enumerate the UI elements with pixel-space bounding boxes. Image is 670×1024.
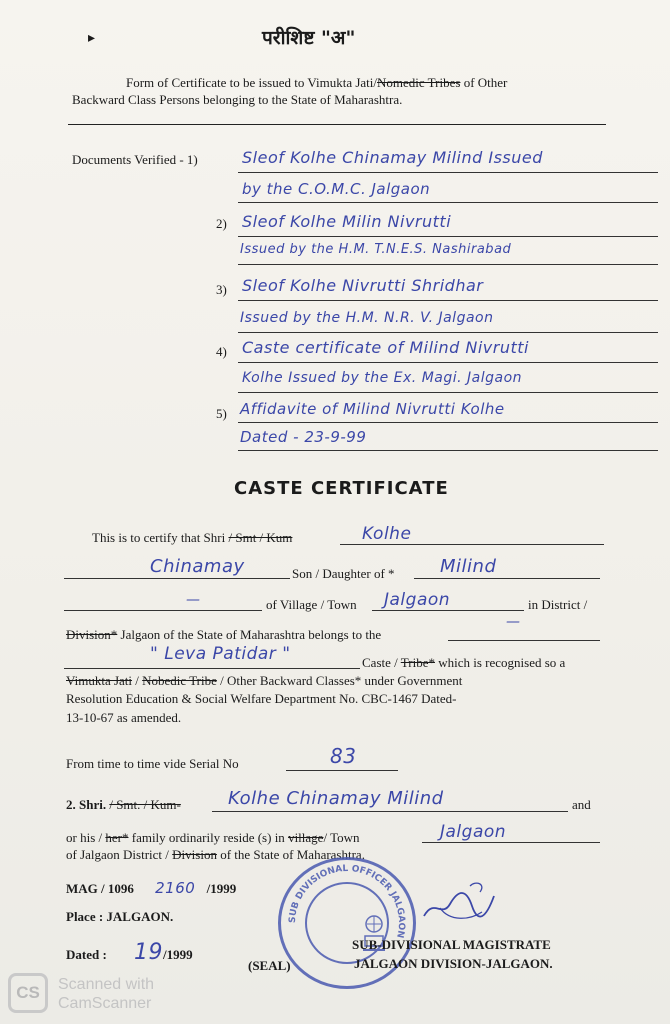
district-label: in District / <box>528 597 588 612</box>
caste-handwritten: " Leva Patidar " <box>150 644 291 664</box>
doc-3-rule2 <box>238 332 658 333</box>
dated-line: Dated : 19/1999 <box>66 940 193 965</box>
serial-label: From time to time vide Serial No <box>66 756 239 771</box>
vj-line: Vimukta Jati / Nobedic Tribe / Other Backward Classes* under Government <box>66 673 463 688</box>
doc-1-rule1 <box>238 172 658 173</box>
item2-and: and <box>572 797 591 812</box>
serial-rule <box>286 770 398 771</box>
village-label: of Village / Town <box>266 597 357 612</box>
first-name-rule <box>64 578 290 579</box>
doc-3-num: 3) <box>216 282 227 297</box>
name-handwritten: Kolhe <box>362 524 412 544</box>
dash-handwritten: — <box>186 592 201 608</box>
sdm-line1: SUB-DIVISIONAL MAGISTRATE <box>352 937 551 952</box>
name-rule <box>340 544 604 545</box>
doc-2-num: 2) <box>216 216 227 231</box>
item2-town-handwritten: Jalgaon <box>440 822 507 842</box>
doc-3-rule1 <box>238 300 658 301</box>
item2-town-rule <box>422 842 600 843</box>
serial-handwritten: 83 <box>330 744 357 768</box>
camscanner-watermark: Scanned with CamScanner <box>58 976 155 1012</box>
doc-3-line1: Sleof Kolhe Nivrutti Shridhar <box>242 276 484 295</box>
doc-2-line1: Sleof Kolhe Milin Nivrutti <box>242 212 452 231</box>
doc-4-rule1 <box>238 362 658 363</box>
item2-line1: 2. Shri. / Smt. / Kum- <box>66 797 181 812</box>
doc-5-line1: Affidavite of Milind Nivrutti Kolhe <box>240 400 505 418</box>
sdm-line2: JALGAON DIVISION-JALGAON. <box>354 956 553 971</box>
doc-3-line2: Issued by the H.M. N.R. V. Jalgaon <box>240 310 494 326</box>
doc-4-num: 4) <box>216 344 227 359</box>
form-intro-line2: Backward Class Persons belonging to the State of Maharashtra. <box>72 92 403 107</box>
doc-5-line2: Dated - 23-9-99 <box>240 428 367 446</box>
dash2-handwritten: — <box>506 614 521 630</box>
corner-mark: ▸ <box>88 31 96 46</box>
division-line: Division* Jalgaon of the State of Maharashtra belongs to the <box>66 627 382 642</box>
doc-4-line2: Kolhe Issued by the Ex. Magi. Jalgaon <box>242 370 523 386</box>
doc-4-rule2 <box>238 392 658 393</box>
doc-5-rule2 <box>238 450 658 451</box>
caste-certificate-title: CASTE CERTIFICATE <box>234 478 449 499</box>
certify-line1: This is to certify that Shri / Smt / Kum <box>92 530 293 545</box>
item2-name-rule <box>212 811 568 812</box>
doc-2-line2: Issued by the H.M. T.N.E.S. Nashirabad <box>240 242 512 257</box>
father-handwritten: Milind <box>440 556 497 577</box>
dash-rule <box>64 610 262 611</box>
item2-line2: or his / her* family ordinarily reside (s) in village/ Town <box>66 830 360 845</box>
village-rule <box>372 610 524 611</box>
documents-label: Documents Verified - 1) <box>72 152 198 167</box>
resolution-line: Resolution Education & Social Welfare Department No. CBC-1467 Dated- <box>66 691 457 706</box>
camscanner-logo-icon: CS <box>8 973 48 1013</box>
form-intro-line1: Form of Certificate to be issued to Vimukta Jati/Nomedic Tribes of Other <box>126 75 508 90</box>
doc-2-rule1 <box>238 236 658 237</box>
signature-icon <box>420 878 500 928</box>
amended-line: 13-10-67 as amended. <box>66 710 182 725</box>
mag-number: MAG / 1096 2160 /1999 <box>66 879 237 897</box>
doc-5-rule1 <box>238 422 658 423</box>
header-rule <box>68 124 606 125</box>
doc-1-line2: by the C.O.M.C. Jalgaon <box>242 180 431 198</box>
caste-rule <box>64 668 360 669</box>
doc-5-num: 5) <box>216 406 227 421</box>
item2-name-handwritten: Kolhe Chinamay Milind <box>228 788 444 809</box>
place-line: Place : JALGAON. <box>66 909 174 924</box>
father-rule <box>414 578 600 579</box>
doc-4-line1: Caste certificate of Milind Nivrutti <box>242 338 529 357</box>
item2-line3: of Jalgaon District / Division of the State of Maharashtra. <box>66 847 365 862</box>
village-handwritten: Jalgaon <box>384 590 451 610</box>
document-title: परीशिष्ट "अ" <box>262 27 356 49</box>
doc-1-rule2 <box>238 202 658 203</box>
first-name-handwritten: Chinamay <box>150 556 245 577</box>
son-of-label: Son / Daughter of * <box>292 566 395 581</box>
doc-2-rule2 <box>238 264 658 265</box>
division-rule <box>448 640 600 641</box>
caste-label-line: Caste / Tribe* which is recognised so a <box>362 655 566 670</box>
doc-1-line1: Sleof Kolhe Chinamay Milind Issued <box>242 148 543 167</box>
svg-text:SUB DIVISIONAL OFFICER JALGAON: SUB DIVISIONAL OFFICER JALGAON <box>287 863 407 939</box>
seal-label: (SEAL) <box>248 958 291 973</box>
